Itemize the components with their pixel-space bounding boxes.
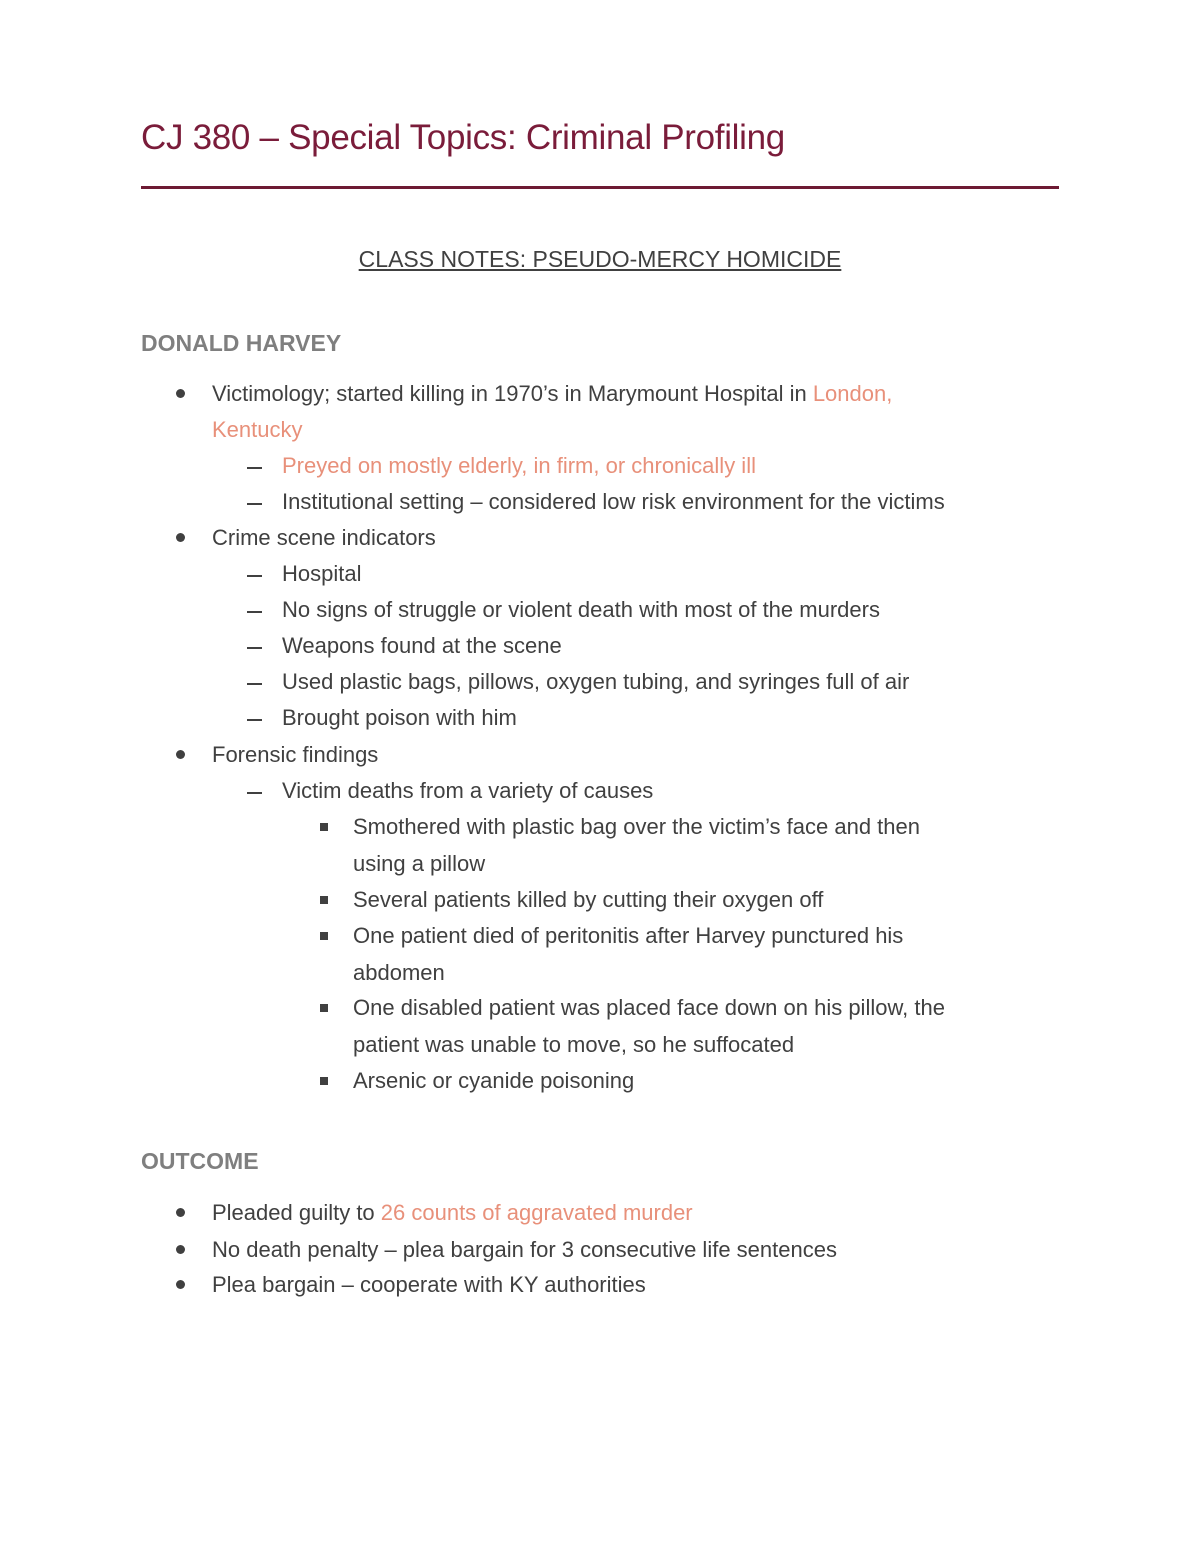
dash-icon	[247, 792, 262, 794]
sub-sub-item-continued: abdomen	[353, 960, 445, 985]
sub-item: No signs of struggle or violent death with most of the murders	[282, 597, 880, 622]
square-bullet-icon	[320, 1004, 328, 1012]
highlight-text: London,	[812, 381, 893, 406]
document-title: CJ 380 – Special Topics: Criminal Profiling	[141, 118, 785, 157]
list-item-forensic: Forensic findings	[212, 742, 379, 767]
list-item-crime-scene: Crime scene indicators	[212, 525, 436, 550]
dash-icon	[247, 611, 262, 613]
sub-sub-item: Smothered with plastic bag over the victim’s face and then	[353, 814, 921, 839]
list-item-text: Pleaded guilty to	[212, 1200, 381, 1225]
square-bullet-icon	[320, 1077, 328, 1085]
list-item-plea-bargain: Plea bargain – cooperate with KY authorities	[212, 1272, 646, 1297]
sub-sub-item-continued: patient was unable to move, so he suffocated	[353, 1032, 795, 1057]
dash-icon	[247, 575, 262, 577]
bullet-icon	[176, 1208, 185, 1217]
dash-icon	[247, 503, 262, 505]
bullet-icon	[176, 389, 185, 398]
section-heading-donald-harvey: DONALD HARVEY	[141, 330, 342, 356]
sub-item-victim-deaths: Victim deaths from a variety of causes	[282, 778, 654, 803]
list-item-victimology	[212, 376, 892, 412]
dash-icon	[247, 719, 262, 721]
bullet-icon	[176, 1280, 185, 1289]
square-bullet-icon	[320, 932, 328, 940]
section-heading-outcome: OUTCOME	[141, 1148, 259, 1174]
list-item-no-death-penalty: No death penalty – plea bargain for 3 consecutive life sentences	[212, 1237, 837, 1262]
square-bullet-icon	[320, 896, 328, 904]
bullet-icon	[176, 1245, 185, 1254]
sub-sub-item: Arsenic or cyanide poisoning	[353, 1068, 635, 1093]
dash-icon	[247, 647, 262, 649]
dash-icon	[247, 683, 262, 685]
sub-sub-item-continued: using a pillow	[353, 851, 486, 876]
sub-sub-item: One patient died of peritonitis after Harvey punctured his	[353, 923, 904, 948]
title-divider	[141, 186, 1059, 189]
bullet-icon	[176, 533, 185, 542]
sub-item: Used plastic bags, pillows, oxygen tubing, and syringes full of air	[282, 669, 910, 694]
sub-item: Brought poison with him	[282, 705, 517, 730]
square-bullet-icon	[320, 823, 328, 831]
sub-sub-item: Several patients killed by cutting their oxygen off	[353, 887, 824, 912]
list-item-pleaded	[212, 1195, 693, 1231]
highlight-text-continued: Kentucky	[212, 417, 303, 442]
bullet-icon	[176, 750, 185, 759]
highlight-text: 26 counts of aggravated murder	[380, 1200, 693, 1225]
list-item-text: Victimology; started killing in 1970’s in Marymount Hospital in	[212, 381, 813, 406]
sub-item-institutional: Institutional setting – considered low risk environment for the victims	[282, 489, 945, 514]
sub-item-preyed: Preyed on mostly elderly, in firm, or chronically ill	[282, 453, 756, 478]
document-subtitle: CLASS NOTES: PSEUDO-MERCY HOMICIDE	[358, 246, 842, 272]
sub-item: Weapons found at the scene	[282, 633, 562, 658]
sub-sub-item: One disabled patient was placed face down on his pillow, the	[353, 995, 945, 1020]
sub-item: Hospital	[282, 561, 362, 586]
dash-icon	[247, 467, 262, 469]
